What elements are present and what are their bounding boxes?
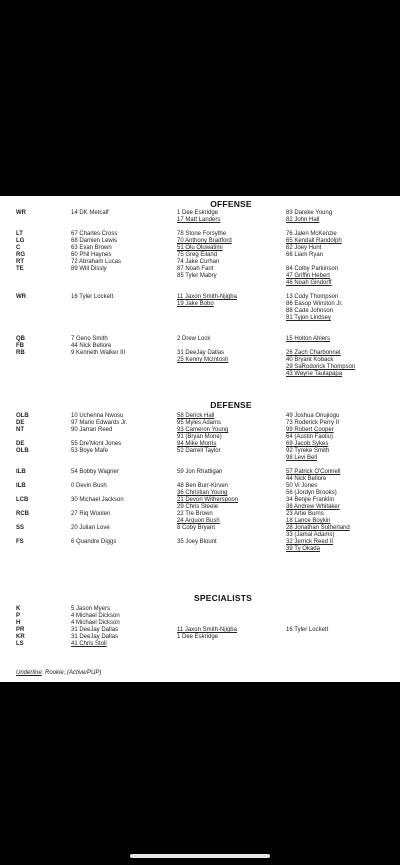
- third-string-entry: 73 Roderick Perry II: [286, 420, 340, 426]
- second-string-entry: 25 Kenny McIntosh: [177, 357, 229, 363]
- second-string-entry: 1 Dee Eskridge: [177, 210, 219, 216]
- position-label: RT: [16, 259, 24, 265]
- position-label: SS: [16, 525, 25, 531]
- second-string-entry: 24 Arquon Bush: [177, 518, 220, 524]
- second-string-entry: 8 Coby Bryant: [177, 525, 216, 531]
- second-string-entry: 36 Christian Young: [177, 490, 228, 496]
- starter-entry: 10 Uchenna Nwosu: [71, 413, 124, 419]
- position-label: P: [16, 613, 21, 619]
- position-label: RG: [16, 252, 25, 258]
- position-label: C: [16, 245, 21, 251]
- starter-entry: 7 Geno Smith: [71, 336, 108, 342]
- position-label: ILB: [16, 469, 26, 475]
- starter-entry: 4 Michael Dickson: [71, 620, 120, 626]
- third-string-entry: 29 SaRodorick Thompson: [286, 364, 356, 370]
- second-string-entry: 74 Jake Curhan: [177, 259, 220, 265]
- position-label: OLB: [16, 448, 29, 454]
- starter-entry: 89 Will Dissly: [71, 266, 107, 272]
- position-label: QB: [16, 336, 25, 342]
- third-string-entry: 23 Artie Burns: [286, 511, 324, 517]
- third-string-entry: 13 Cody Thompson: [286, 294, 339, 300]
- second-string-entry: 91 (Bryan Mone): [177, 434, 222, 440]
- second-string-entry: 70 Anthony Bradford: [177, 238, 232, 244]
- third-string-entry: 43 Wayne Taulapapa: [286, 371, 343, 377]
- third-string-entry: 86 Easop Winston Jr.: [286, 301, 343, 307]
- third-string-entry: 57 Patrick O'Connell: [286, 469, 341, 475]
- position-label: ILB: [16, 483, 26, 489]
- position-label: PR: [16, 627, 25, 633]
- second-string-entry: 19 Jake Bobo: [177, 301, 214, 307]
- third-string-entry: 32 Jerrick Reed II: [286, 539, 334, 545]
- starter-entry: 63 Evan Brown: [71, 245, 112, 251]
- second-string-entry: 1 Dee Eskridge: [177, 634, 219, 640]
- position-label: LG: [16, 238, 25, 244]
- position-label: NT: [16, 427, 24, 433]
- starter-entry: 4 Michael Dickson: [71, 613, 120, 619]
- third-string-entry: 33 (Jamal Adams): [286, 532, 335, 538]
- legend-underline-word: Underline: [16, 670, 42, 676]
- starter-entry: 68 Damien Lewis: [71, 238, 118, 244]
- third-string-entry: 40 Bryant Koback: [286, 357, 334, 363]
- third-string-entry: 84 Colby Parkinson: [286, 266, 339, 272]
- second-string-entry: 52 Darrell Taylor: [177, 448, 221, 454]
- starter-entry: 44 Nick Bellore: [71, 343, 112, 349]
- position-label: LCB: [16, 497, 29, 503]
- section-heading-specialists: SPECIALISTS: [194, 593, 252, 603]
- position-label: WR: [16, 294, 26, 300]
- third-string-entry: 26 Zach Charbonnet: [286, 350, 341, 356]
- starter-entry: 14 DK Metcalf: [71, 210, 109, 216]
- starter-entry: 54 Bobby Wagner: [71, 469, 119, 475]
- position-label: FS: [16, 539, 24, 545]
- starter-entry: 55 Dre'Mont Jones: [71, 441, 122, 447]
- second-string-entry: 35 Joey Blount: [177, 539, 217, 545]
- position-label: H: [16, 620, 21, 626]
- position-label: LT: [16, 231, 23, 237]
- third-string-entry: 64 (Austin Faoliu): [286, 434, 334, 440]
- third-string-entry: 18 Lance Boykin: [286, 518, 331, 524]
- second-string-entry: 31 DeeJay Dallas: [177, 350, 225, 356]
- third-string-entry: 65 Kendall Randolph: [286, 238, 342, 244]
- second-string-entry: 93 Cameron Young: [177, 427, 229, 433]
- third-string-entry: 88 Cade Johnson: [286, 308, 334, 314]
- second-string-entry: 22 Tre Brown: [177, 511, 213, 517]
- starter-entry: 27 Riq Woolen: [71, 511, 111, 517]
- starter-entry: 60 Phil Haynes: [71, 252, 112, 258]
- third-string-entry: 34 Benjie Franklin: [286, 497, 335, 503]
- second-string-entry: 85 Tyler Mabry: [177, 273, 217, 279]
- second-string-entry: 59 Jon Rhattigan: [177, 469, 223, 475]
- starter-entry: 6 Quandre Diggs: [71, 539, 117, 545]
- starter-entry: 20 Julian Love: [71, 525, 110, 531]
- starter-entry: 53 Boye Mafe: [71, 448, 109, 454]
- second-string-entry: 94 Mike Morris: [177, 441, 217, 447]
- second-string-entry: 51 Olu Oluwatimi: [177, 245, 223, 251]
- position-label: OLB: [16, 413, 29, 419]
- second-string-entry: 29 Chris Steele: [177, 504, 219, 510]
- starter-entry: 90 Jarran Reed: [71, 427, 113, 433]
- third-string-entry: 83 Dareke Young: [286, 210, 333, 216]
- third-string-entry: 66 Liam Ryan: [286, 252, 324, 258]
- second-string-entry: 75 Greg Eiland: [177, 252, 218, 258]
- position-label: RCB: [16, 511, 29, 517]
- position-label: LS: [16, 641, 24, 647]
- third-string-entry: 44 Nick Bellore: [286, 476, 327, 482]
- section-heading-defense: DEFENSE: [210, 400, 252, 410]
- second-string-entry: 11 Jaxon Smith-Njigba: [177, 294, 237, 300]
- home-indicator[interactable]: [130, 854, 270, 858]
- starter-entry: 31 DeeJay Dallas: [71, 634, 119, 640]
- third-string-entry: 16 Tyler Lockett: [286, 627, 329, 633]
- second-string-entry: 58 Derick Hall: [177, 413, 215, 419]
- second-string-entry: 2 Drew Lock: [177, 336, 211, 342]
- third-string-entry: 39 Ty Okada: [286, 546, 320, 552]
- third-string-entry: 56 (Jordyn Brooks): [286, 490, 337, 496]
- second-string-entry: 95 Myles Adams: [177, 420, 222, 426]
- third-string-entry: 28 Jonathan Sutherland: [286, 525, 350, 531]
- starter-entry: 16 Tyler Lockett: [71, 294, 114, 300]
- section-heading-offense: OFFENSE: [210, 199, 252, 209]
- position-label: RB: [16, 350, 25, 356]
- third-string-entry: 98 Levi Bell: [286, 455, 318, 461]
- starter-entry: 0 Devin Bush: [71, 483, 107, 489]
- second-string-entry: 11 Jaxon Smith-Njigba: [177, 627, 237, 633]
- legend: [16, 670, 101, 676]
- third-string-entry: 50 Vi Jones: [286, 483, 318, 489]
- position-label: DE: [16, 420, 25, 426]
- third-string-entry: 82 John Hall: [286, 217, 320, 223]
- third-string-entry: 46 Noah Gindorff: [286, 280, 332, 286]
- starter-entry: 72 Abraham Lucas: [71, 259, 122, 265]
- third-string-entry: 62 Joey Hunt: [286, 245, 322, 251]
- starter-entry: 67 Charles Cross: [71, 231, 118, 237]
- starter-entry: 41 Chris Stoll: [71, 641, 107, 647]
- second-string-entry: 87 Noah Fant: [177, 266, 214, 272]
- third-string-entry: 47 Griffin Hebert: [286, 273, 330, 279]
- position-label: KR: [16, 634, 25, 640]
- starter-entry: 31 DeeJay Dallas: [71, 627, 119, 633]
- depth-chart-page: [0, 196, 400, 682]
- starter-entry: 97 Mario Edwards Jr.: [71, 420, 128, 426]
- second-string-entry: 78 Stone Forsythe: [177, 231, 227, 237]
- third-string-entry: 49 Joshua Onujiogu: [286, 413, 340, 419]
- starter-entry: 30 Michael Jackson: [71, 497, 124, 503]
- second-string-entry: 17 Matt Landers: [177, 217, 221, 223]
- third-string-entry: 81 Tyjon Lindsey: [286, 315, 331, 321]
- starter-entry: 9 Kenneth Walker III: [71, 350, 126, 356]
- legend-text: : Rookie; (Active/PUP): [41, 670, 102, 676]
- third-string-entry: 69 Jacob Sykes: [286, 441, 329, 447]
- third-string-entry: 76 Jalen McKenzie: [286, 231, 337, 237]
- position-label: TE: [16, 266, 24, 272]
- position-label: DE: [16, 441, 25, 447]
- third-string-entry: 38 Andrew Whitaker: [286, 504, 340, 510]
- second-string-entry: 48 Ben Burr-Kirven: [177, 483, 229, 489]
- third-string-entry: 99 Robert Cooper: [286, 427, 334, 433]
- starter-entry: 5 Jason Myers: [71, 606, 111, 612]
- position-label: FB: [16, 343, 24, 349]
- position-label: WR: [16, 210, 26, 216]
- position-label: K: [16, 606, 21, 612]
- third-string-entry: 15 Holton Ahlers: [286, 336, 331, 342]
- third-string-entry: 92 Tyreke Smith: [286, 448, 330, 454]
- second-string-entry: 21 Devon Witherspoon: [177, 497, 239, 503]
